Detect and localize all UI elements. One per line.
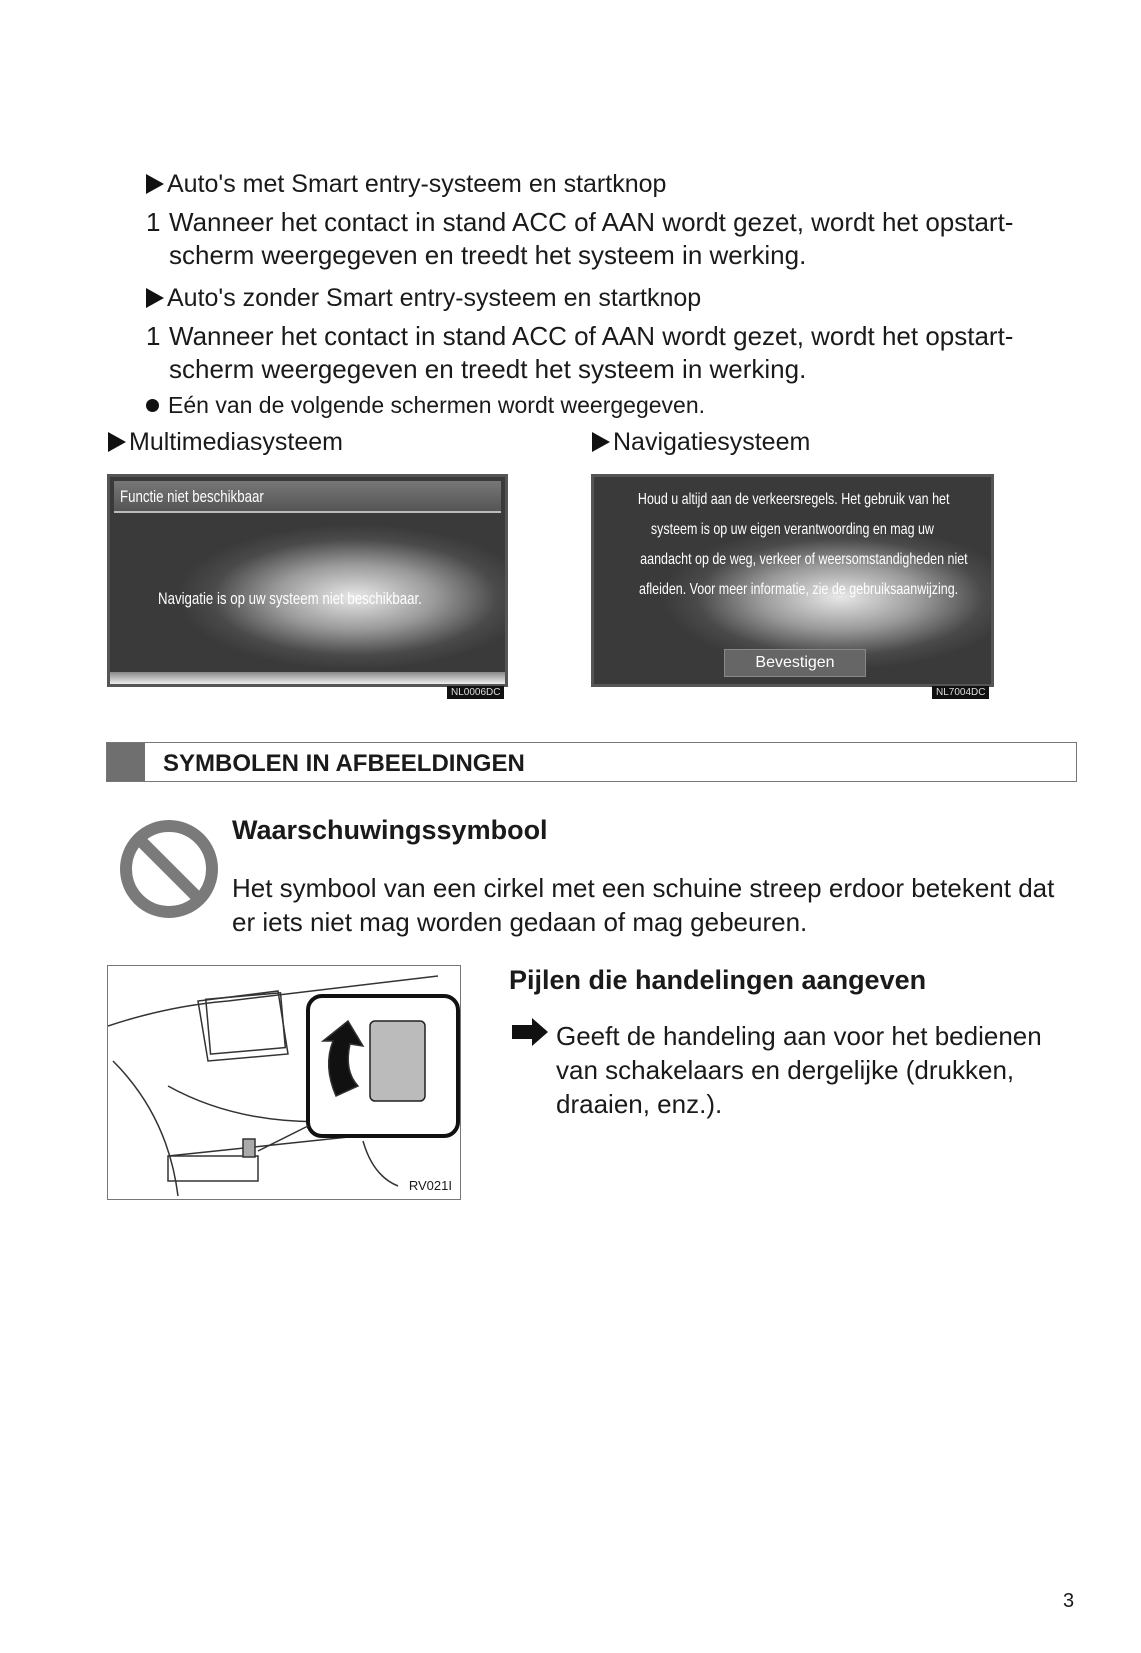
warning-text: er iets niet mag worden gedaan of mag gebeuren. — [232, 907, 808, 937]
triangle-bullet-icon — [592, 432, 610, 452]
step-text: Wanneer het contact in stand ACC of AAN wordt gezet, wordt het opstart- — [169, 207, 1014, 237]
bullet-dot-icon — [146, 399, 159, 412]
navigation-screenshot — [591, 474, 994, 687]
action-arrow-icon — [510, 1017, 550, 1047]
message-line: systeem is op uw eigen verantwoording en mag uw — [650, 521, 935, 538]
step-text: scherm weergegeven en treedt het systeem in werking. — [169, 354, 807, 384]
warning-heading: Waarschuwingssymbool — [232, 815, 548, 845]
step-number: 1 — [146, 207, 161, 237]
page-number: 3 — [1063, 1590, 1075, 1612]
arrows-text: van schakelaars en dergelijke (drukken, — [556, 1055, 1015, 1085]
triangle-bullet-icon — [146, 174, 164, 194]
note-text: Eén van de volgende schermen wordt weergegeven. — [168, 392, 706, 418]
message-line: aandacht op de weg, verkeer of weersomstandigheden niet — [640, 551, 968, 568]
triangle-bullet-icon — [146, 288, 164, 308]
screen-title: Functie niet beschikbaar — [120, 487, 264, 506]
image-code: NL7004DC — [932, 686, 989, 699]
condition-text: Auto's zonder Smart entry-systeem en startknop — [167, 284, 702, 312]
image-code: NL0006DC — [447, 686, 504, 699]
condition-text: Auto's met Smart entry-systeem en startknop — [167, 170, 667, 198]
condition-no-smart-entry — [146, 284, 701, 313]
condition-smart-entry — [146, 170, 666, 199]
note — [146, 392, 705, 419]
screen-message — [594, 485, 991, 605]
label-text: Multimediasysteem — [129, 428, 343, 456]
screen-message: Navigatie is op uw systeem niet beschikbaar. — [158, 589, 422, 608]
step-text: Wanneer het contact in stand ACC of AAN wordt gezet, wordt het opstart- — [169, 321, 1014, 351]
step-text: scherm weergegeven en treedt het systeem in werking. — [169, 240, 807, 270]
warning-text: Het symbool van een cirkel met een schuine streep erdoor betekent dat — [232, 873, 1055, 903]
arrows-heading: Pijlen die handelingen aangeven — [509, 965, 927, 995]
figure-code: RV021I — [408, 1178, 452, 1193]
label-text: Navigatiesysteem — [613, 428, 811, 456]
navigation-label — [592, 428, 810, 457]
triangle-bullet-icon — [108, 432, 126, 452]
dashboard-illustration — [108, 966, 460, 1199]
arrows-text: draaien, enz.). — [556, 1089, 723, 1119]
screen-title-bar — [114, 481, 501, 513]
section-title: SYMBOLEN IN AFBEELDINGEN — [163, 750, 525, 777]
confirm-button[interactable]: Bevestigen — [724, 649, 866, 677]
step-number: 1 — [146, 321, 161, 351]
message-line: afleiden. Voor meer informatie, zie de gebruiksaanwijzing. — [639, 581, 959, 598]
arrows-text: Geeft de handeling aan voor het bedienen — [556, 1021, 1042, 1051]
multimedia-label — [108, 428, 343, 457]
prohibition-icon — [118, 818, 220, 920]
multimedia-screenshot — [107, 474, 508, 687]
section-header — [106, 742, 1077, 782]
message-line: Houd u altijd aan de verkeersregels. Het gebruik van het — [637, 491, 950, 508]
usb-port-figure — [107, 965, 461, 1200]
